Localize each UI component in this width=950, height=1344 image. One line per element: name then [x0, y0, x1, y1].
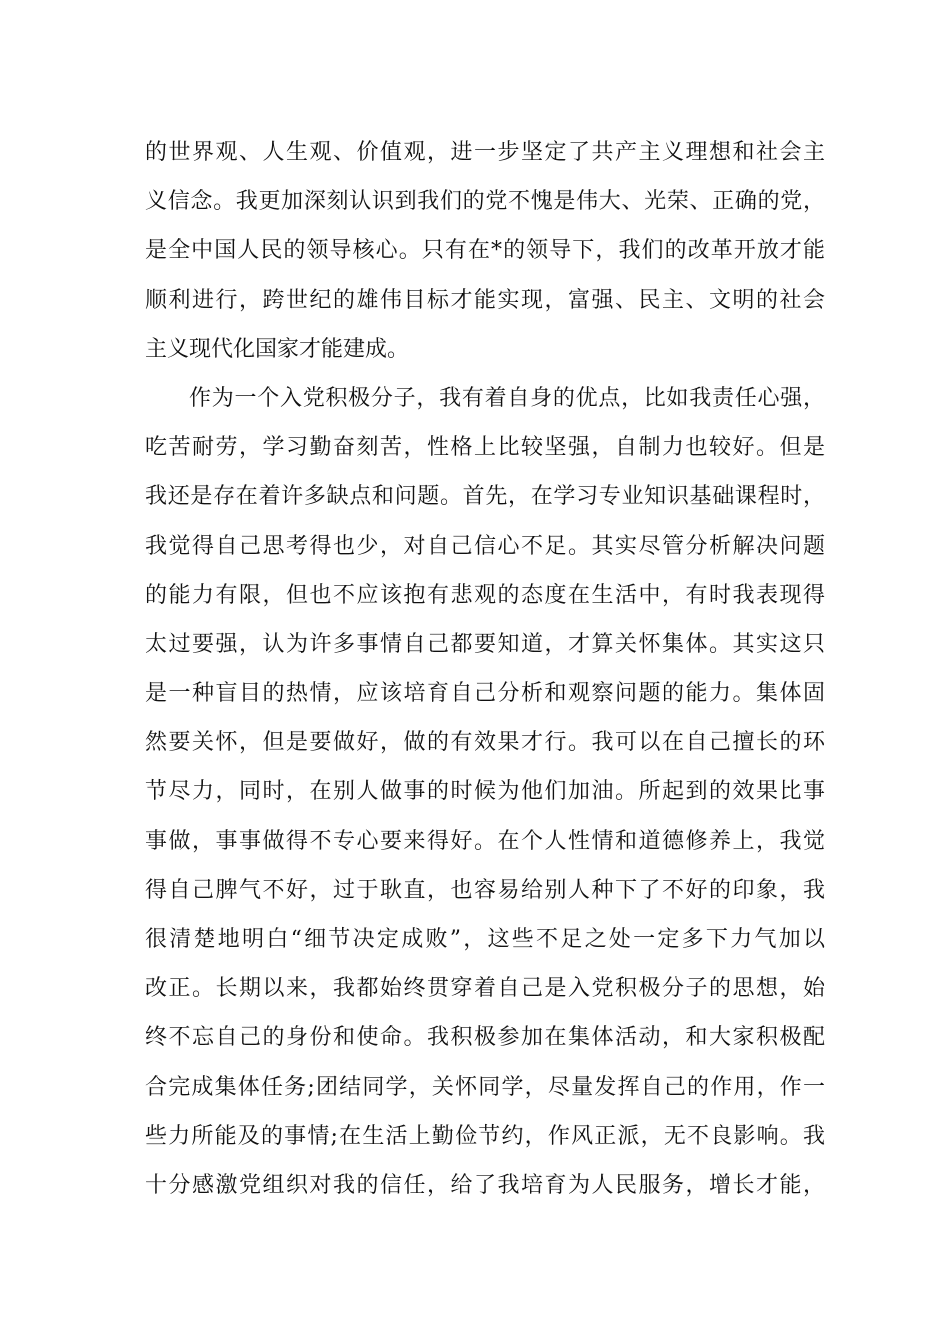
paragraph [145, 128, 825, 374]
text-line: 得自己脾气不好，过于耿直，也容易给别人种下了不好的印象，我 [145, 877, 825, 903]
text-line: 我觉得自己思考得也少，对自己信心不足。其实尽管分析解决问题 [145, 533, 825, 559]
text-line: 十分感激党组织对我的信任，给了我培育为人民服务，增长才能， [145, 1172, 825, 1198]
text-line: 很清楚地明白“细节决定成败”，这些不足之处一定多下力气加以 [145, 927, 825, 952]
text-line: 作为一个入党积极分子，我有着自身的优点，比如我责任心强， [189, 385, 825, 411]
text-line: 吃苦耐劳，学习勤奋刻苦，性格上比较坚强，自制力也较好。但是 [145, 435, 825, 461]
text-line: 的能力有限，但也不应该抱有悲观的态度在生活中，有时我表现得 [145, 582, 825, 608]
text-line: 然要关怀，但是要做好，做的有效果才行。我可以在自己擅长的环 [145, 730, 825, 756]
text-line: 是全中国人民的领导核心。只有在*的领导下，我们的改革开放才能 [145, 238, 825, 264]
text-line: 顺利进行，跨世纪的雄伟目标才能实现，富强、民主、文明的社会 [145, 287, 825, 313]
text-line: 合完成集体任务;团结同学，关怀同学，尽量发挥自己的作用，作一 [145, 1074, 825, 1100]
text-line: 事做，事事做得不专心要来得好。在个人性情和道德修养上，我觉 [145, 828, 825, 854]
text-line: 终不忘自己的身份和使命。我积极参加在集体活动，和大家积极配 [145, 1025, 825, 1051]
text-line: 的世界观、人生观、价值观，进一步坚定了共产主义理想和社会主 [145, 140, 825, 165]
text-line: 太过要强，认为许多事情自己都要知道，才算关怀集体。其实这只 [145, 631, 825, 657]
text-line: 我还是存在着许多缺点和问题。首先，在学习专业知识基础课程时， [145, 484, 825, 510]
text-line: 是一种盲目的热情，应该培育自己分析和观察问题的能力。集体固 [145, 681, 825, 707]
paragraph [145, 374, 825, 1210]
document-body [145, 128, 825, 1210]
text-line: 义信念。我更加深刻认识到我们的党不愧是伟大、光荣、正确的党， [145, 189, 825, 215]
text-line: 些力所能及的事情;在生活上勤俭节约，作风正派，无不良影响。我 [145, 1123, 825, 1149]
text-line: 节尽力，同时，在别人做事的时候为他们加油。所起到的效果比事 [145, 779, 825, 805]
text-line: 主义现代化国家才能建成。 [145, 336, 410, 362]
text-line: 改正。长期以来，我都始终贯穿着自己是入党积极分子的思想，始 [145, 976, 825, 1002]
